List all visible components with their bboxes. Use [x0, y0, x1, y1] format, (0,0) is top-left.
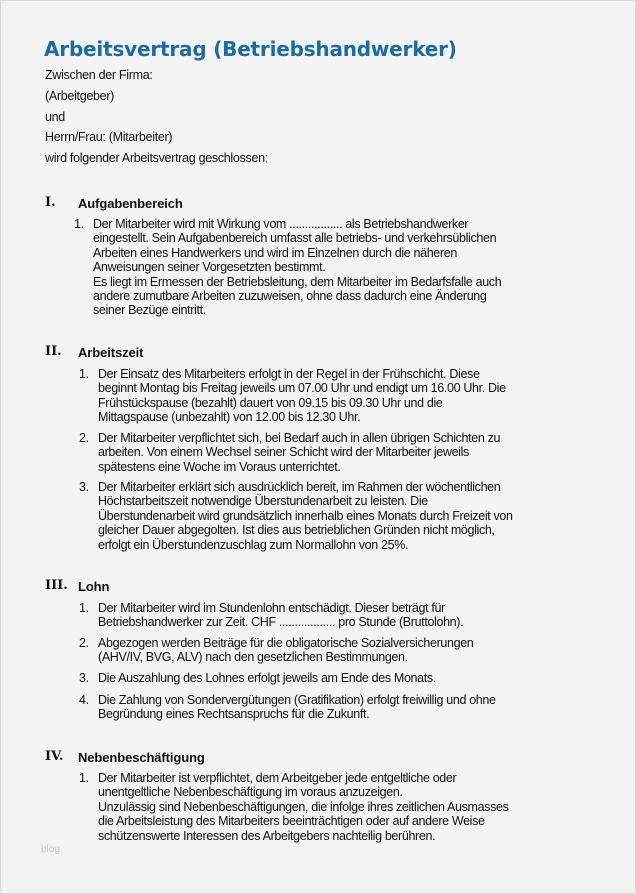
item-text-line: die Arbeitsleistung des Mitarbeiters beeinträchtigen oder auf andere Weise: [98, 814, 485, 829]
item-number: 4.: [79, 693, 89, 707]
item-text-line: Die Zahlung von Sondervergütungen (Gratifikation) erfolgt freiwillig und ohne: [98, 693, 496, 707]
item-text-line: Der Mitarbeiter wird mit Wirkung vom ................. als Betriebshandwerker: [93, 217, 469, 231]
intro-line: wird folgender Arbeitsvertrag geschlossen:: [45, 151, 268, 165]
item-text-line: Der Mitarbeiter erklärt sich ausdrücklich bereit, im Rahmen der wöchentlichen: [98, 480, 501, 494]
item-number: 1.: [79, 601, 89, 615]
item-text-line: Unzulässig sind Nebenbeschäftigungen, die infolge ihres zeitlichen Ausmasses: [98, 799, 509, 814]
item-text-line: erfolgt ein Überstundenzuschlag zum Normallohn von 25%.: [98, 537, 409, 552]
item-number: 1.: [79, 771, 89, 785]
intro-line: Herrn/Frau: (Mitarbeiter): [45, 130, 173, 144]
item-number: 3.: [79, 480, 89, 494]
item-text-line: Es liegt im Ermessen der Betriebsleitung, dem Mitarbeiter im Bedarfsfalle auch: [93, 274, 502, 289]
item-text-line: schützenswerte Interessen des Arbeitgebers nachteilig berühren.: [98, 828, 436, 843]
item-text-line: spätestens eine Woche im Voraus unterrichtet.: [98, 459, 341, 474]
item-number: 1.: [79, 367, 89, 381]
section-heading: Aufgabenbereich: [78, 196, 183, 211]
section-numeral: II.: [45, 344, 62, 359]
item-text-line: andere zumutbare Arbeiten zuzuweisen, ohne dass dadurch eine Änderung: [93, 288, 487, 303]
section-heading: Lohn: [78, 579, 110, 594]
section-numeral: IV.: [45, 749, 64, 764]
section-heading: Arbeitszeit: [78, 345, 144, 360]
intro-line: Zwischen der Firma:: [45, 68, 153, 82]
item-number: 1.: [74, 217, 84, 231]
item-number: 2.: [79, 431, 89, 445]
item-text-line: arbeiten. Von einem Wechsel seiner Schicht wird der Mitarbeiter jeweils: [98, 445, 469, 460]
item-text-line: (AHV/IV, BVG, ALV) nach den gesetzlichen Bestimmungen.: [98, 650, 408, 665]
item-text-line: Mittagspause (unbezahlt) von 12.00 bis 12.30 Uhr.: [98, 410, 361, 425]
item-number: 2.: [79, 636, 89, 650]
item-text-line: Frühstückspause (bezahlt) dauert von 09.15 bis 09.30 Uhr und die: [98, 395, 443, 410]
item-text-line: Die Auszahlung des Lohnes erfolgt jeweils am Ende des Monats.: [98, 671, 436, 685]
section-heading: Nebenbeschäftigung: [78, 750, 205, 765]
intro-line: (Arbeitgeber): [45, 89, 115, 103]
item-text-line: Höchstarbeitszeit notwendige Überstundenarbeit zu leisten. Die: [98, 494, 428, 509]
intro-line: und: [45, 110, 65, 124]
item-number: 3.: [79, 671, 89, 685]
item-text-line: unentgeltliche Nebenbeschäftigung im voraus anzuzeigen.: [98, 785, 403, 800]
item-text-line: Der Mitarbeiter wird im Stundenlohn entschädigt. Dieser beträgt für: [98, 601, 445, 615]
item-text-line: Abgezogen werden Beiträge für die obligatorische Sozialversicherungen: [98, 636, 474, 650]
item-text-line: Arbeiten eines Handwerkers und wird im Einzelnen durch die näheren: [93, 245, 457, 260]
item-text-line: Der Mitarbeiter ist verpflichtet, dem Arbeitgeber jede entgeltliche oder: [98, 771, 457, 785]
item-text-line: gleicher Dauer abgegolten. Ist dies aus betrieblichen Gründen nicht möglich,: [98, 523, 495, 538]
item-text-line: Begründung eines Rechtsanspruchs für die Zukunft.: [98, 707, 370, 722]
item-text-line: Der Mitarbeiter verpflichtet sich, bei Bedarf auch in allen übrigen Schichten zu: [98, 431, 501, 445]
item-text-line: beginnt Montag bis Freitag jeweils um 07.00 Uhr und endigt um 16.00 Uhr. Die: [98, 381, 506, 396]
section-numeral: III.: [45, 578, 68, 593]
item-text-line: seiner Bezüge eintritt.: [93, 303, 206, 318]
item-text-line: Anweisungen seiner Vorgesetzten bestimmt.: [93, 260, 326, 275]
document-title: Arbeitsvertrag (Betriebshandwerker): [44, 37, 457, 61]
item-text-line: Der Einsatz des Mitarbeiters erfolgt in der Regel in der Frühschicht. Diese: [98, 367, 480, 381]
watermark: blog: [41, 844, 60, 855]
section-numeral: I.: [45, 195, 56, 210]
item-text-line: eingestellt. Sein Aufgabenbereich umfasst alle betriebs- und verkehrsüblichen: [93, 231, 497, 246]
item-text-line: Betriebshandwerker zur Zeit. CHF .................. pro Stunde (Bruttolohn).: [98, 615, 464, 630]
item-text-line: Überstundenarbeit wird grundsätzlich innerhalb eines Monats durch Freizeit von: [98, 508, 513, 523]
